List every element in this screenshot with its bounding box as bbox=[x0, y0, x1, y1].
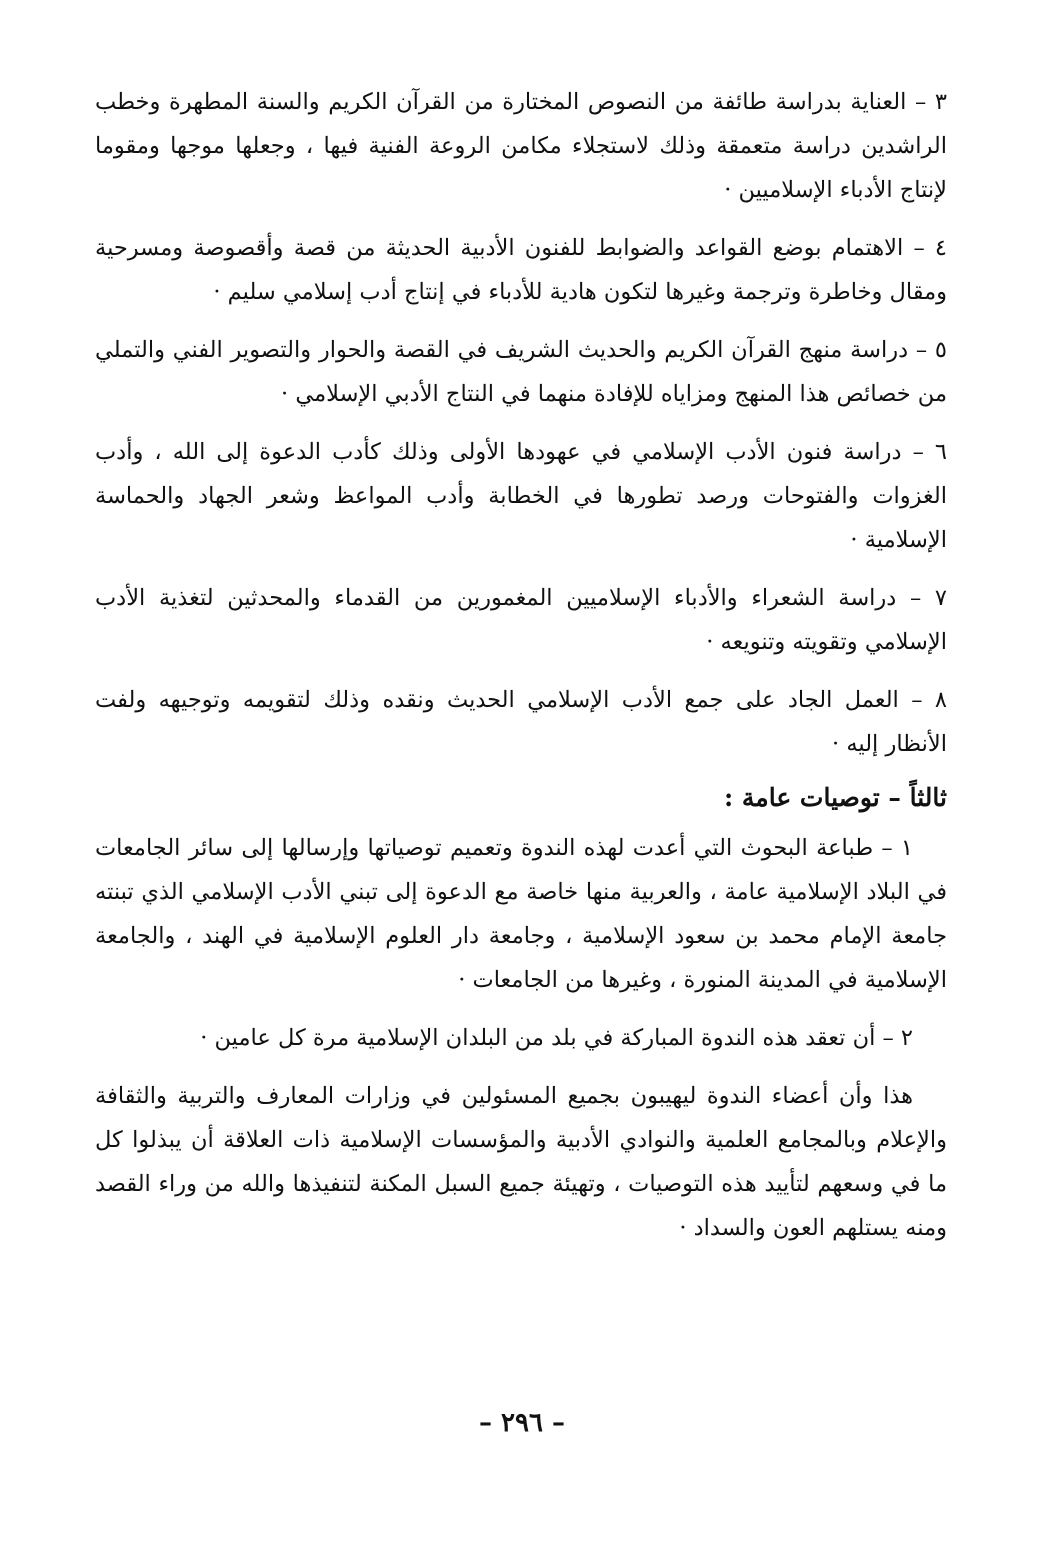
general-recommendation-1: ١ – طباعة البحوث التي أعدت لهذه الندوة وتعميم توصياتها وإرسالها إلى سائر الجامعات في البلاد الإسلامية عامة ، والعربية منها خاصة مع الدعوة إلى تبني الأدب الإسلامي الذي تبنته جامعة الإمام محمد بن سعود الإسلامية ، وجامعة دار العلوم الإسلامية في الهند ، والجامعة الإسلامية في المدينة المنورة ، وغيرها من الجامعات · bbox=[95, 835, 947, 993]
recommendation-4: ٤ – الاهتمام بوضع القواعد والضوابط للفنون الأدبية الحديثة من قصة وأقصوصة ومسرحية ومقال وخاطرة وترجمة وغيرها لتكون هادية للأدباء في إنتاج أدب إسلامي سليم · bbox=[95, 235, 947, 305]
recommendation-7: ٧ – دراسة الشعراء والأدباء الإسلاميين المغمورين من القدماء والمحدثين لتغذية الأدب الإسلامي وتقويته وتنويعه · bbox=[95, 585, 947, 655]
recommendation-6: ٦ – دراسة فنون الأدب الإسلامي في عهودها الأولى وذلك كأدب الدعوة إلى الله ، وأدب الغزوات والفتوحات ورصد تطورها في الخطابة وأدب المواعظ وشعر الجهاد والحماسة الإسلامية · bbox=[95, 439, 947, 553]
recommendation-3: ٣ – العناية بدراسة طائفة من النصوص المختارة من القرآن الكريم والسنة المطهرة وخطب الراشدين دراسة متعمقة وذلك لاستجلاء مكامن الروعة الفنية فيها ، وجعلها موجها ومقوما لإنتاج الأدباء الإسلاميين · bbox=[95, 89, 947, 203]
recommendation-8: ٨ – العمل الجاد على جمع الأدب الإسلامي الحديث ونقده وذلك لتقويمه وتوجيهه ولفت الأنظار إليه · bbox=[95, 687, 947, 757]
page-body bbox=[95, 80, 947, 1264]
closing-paragraph: هذا وأن أعضاء الندوة ليهيبون بجميع المسئولين في وزارات المعارف والتربية والثقافة والإعلام وبالمجامع العلمية والنوادي الأدبية والمؤسسات الإسلامية ذات العلاقة أن يبذلوا كل ما في وسعهم لتأييد هذه التوصيات ، وتهيئة جميع السبل المكنة لتنفيذها والله من وراء القصد ومنه يستلهم العون والسداد · bbox=[95, 1083, 947, 1241]
section-heading-general-recommendations: ثالثاً – توصيات عامة : bbox=[723, 783, 947, 812]
general-recommendation-2: ٢ – أن تعقد هذه الندوة المباركة في بلد من البلدان الإسلامية مرة كل عامين · bbox=[200, 1025, 913, 1051]
page-number: – ٢٩٦ – bbox=[478, 1408, 566, 1438]
recommendation-5: ٥ – دراسة منهج القرآن الكريم والحديث الشريف في القصة والحوار والتصوير الفني والتملي من خصائص هذا المنهج ومزاياه للإفادة منهما في النتاج الأدبي الإسلامي · bbox=[95, 337, 947, 407]
